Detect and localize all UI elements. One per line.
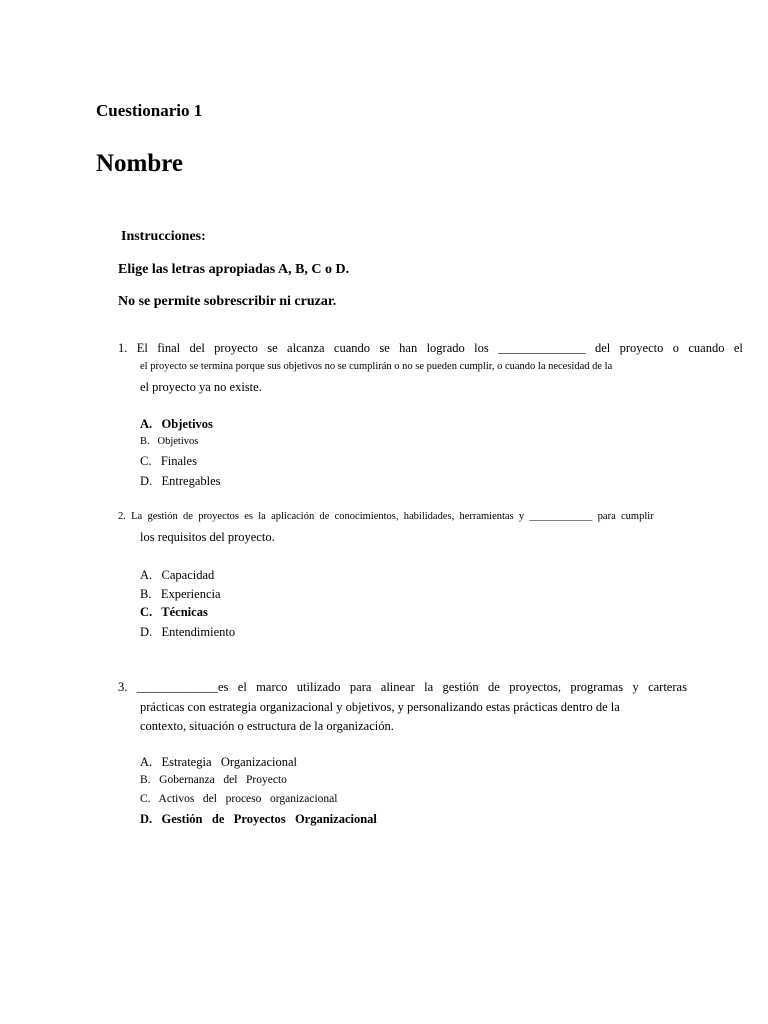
question-3-option-b[interactable]: B. Gobernanza del Proyecto [140, 774, 287, 786]
page-title: Cuestionario 1 [96, 101, 203, 120]
instructions-line: Elige las letras apropiadas A, B, C o D. [118, 262, 350, 277]
question-2-line: los requisitos del proyecto. [140, 530, 275, 544]
question-3-line: contexto, situación o estructura de la organización. [140, 719, 394, 733]
question-1-option-d[interactable]: D. Entregables [140, 474, 221, 488]
question-2-option-d[interactable]: D. Entendimiento [140, 625, 236, 639]
question-2-option-c[interactable]: C. Técnicas [140, 605, 208, 619]
question-1-line: el proyecto se termina porque sus objetivos no se cumplirán o no se pueden cumplir, o cuando la necesidad de la [140, 361, 613, 372]
question-1-line: 1. El final del proyecto se alcanza cuando se han logrado los ______________ del proyecto o cuando el [118, 341, 743, 355]
instructions-heading: Instrucciones: [121, 229, 206, 244]
question-1-option-c[interactable]: C. Finales [140, 454, 197, 468]
instructions-line: No se permite sobrescribir ni cruzar. [118, 294, 337, 309]
name-label: Nombre [96, 150, 184, 177]
question-3-option-a[interactable]: A. Estrategia Organizacional [140, 755, 298, 769]
question-1-option-a[interactable]: A. Objetivos [140, 417, 213, 431]
question-1-line: el proyecto ya no existe. [140, 380, 262, 394]
question-3-option-d[interactable]: D. Gestión de Proyectos Organizacional [140, 812, 377, 826]
question-3-line: prácticas con estrategia organizacional y objetivos, y personalizando estas prácticas dentro de la [140, 700, 620, 714]
question-2-line: 2. La gestión de proyectos es la aplicación de conocimientos, habilidades, herramientas y ____________ para cumplir [118, 511, 654, 522]
question-2-option-a[interactable]: A. Capacidad [140, 568, 215, 582]
question-2-option-b[interactable]: B. Experiencia [140, 587, 221, 601]
question-3-line: 3. _____________es el marco utilizado para alinear la gestión de proyectos, programas y carteras [118, 680, 687, 694]
question-3-option-c[interactable]: C. Activos del proceso organizacional [140, 793, 338, 805]
question-1-option-b[interactable]: B. Objetivos [140, 436, 199, 447]
